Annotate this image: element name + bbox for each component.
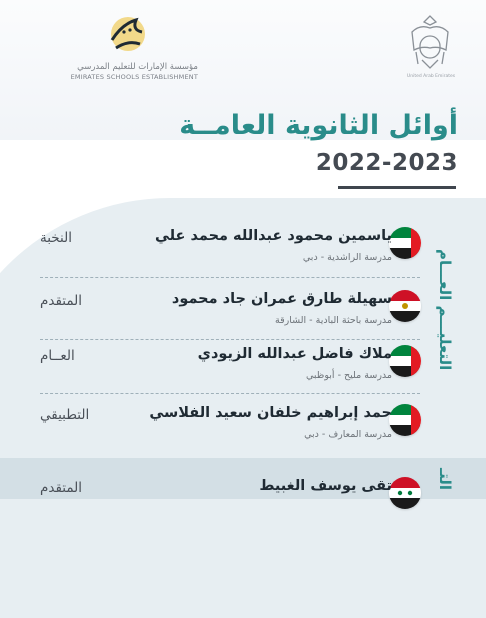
student-category: المتقدم bbox=[40, 480, 83, 496]
uae-flag-icon bbox=[389, 227, 421, 259]
syria-flag-icon bbox=[389, 477, 421, 509]
section-label-general: التعليـــم العـــام bbox=[436, 249, 454, 371]
student-school: مدرسة المعارف - دبي bbox=[304, 429, 392, 440]
ese-logo bbox=[28, 10, 198, 81]
student-name: تقى يوسف الغبيط bbox=[259, 478, 392, 494]
year-underline bbox=[338, 186, 456, 189]
uae-flag-icon bbox=[389, 345, 421, 377]
uae-flag-icon bbox=[389, 404, 421, 436]
row-divider bbox=[40, 277, 420, 278]
student-name: حمد إبراهيم خلفان سعيد الفلاسي bbox=[149, 405, 392, 421]
uae-emblem-icon bbox=[402, 10, 458, 82]
student-name: سهيلة طارق عمران جاد محمود bbox=[171, 291, 392, 307]
student-category: النخبة bbox=[40, 230, 72, 246]
list-item bbox=[0, 285, 486, 343]
list-item bbox=[0, 340, 486, 398]
org-name-english: EMIRATES SCHOOLS ESTABLISHMENT bbox=[70, 73, 198, 81]
student-school: مدرسة باحثة البادية - الشارقة bbox=[275, 315, 392, 326]
student-name: ياسمين محمود عبدالله محمد علي bbox=[154, 228, 392, 244]
page-title: أوائل الثانوية العامــة bbox=[179, 110, 458, 141]
list-item bbox=[0, 472, 486, 530]
emblem-caption: United Arab Emirates bbox=[406, 74, 456, 79]
org-name-arabic: مؤسسة الإمارات للتعليم المدرسي bbox=[77, 62, 198, 72]
taaleem-logo-icon bbox=[102, 10, 150, 58]
list-item bbox=[0, 399, 486, 457]
academic-year: 2022-2023 bbox=[315, 150, 458, 176]
row-divider bbox=[40, 393, 420, 394]
student-category: التطبيقي bbox=[40, 407, 90, 423]
egypt-flag-icon bbox=[389, 290, 421, 322]
student-name: ملاك فاضل عبدالله الزيودي bbox=[197, 346, 392, 362]
student-school: مدرسة مليح - أبوظبي bbox=[306, 370, 392, 381]
list-item bbox=[0, 222, 486, 280]
section-label-second: التـ bbox=[436, 468, 454, 491]
student-school: مدرسة الراشدية - دبي bbox=[302, 252, 392, 263]
student-category: المتقدم bbox=[40, 293, 83, 309]
student-category: العــام bbox=[40, 348, 75, 364]
